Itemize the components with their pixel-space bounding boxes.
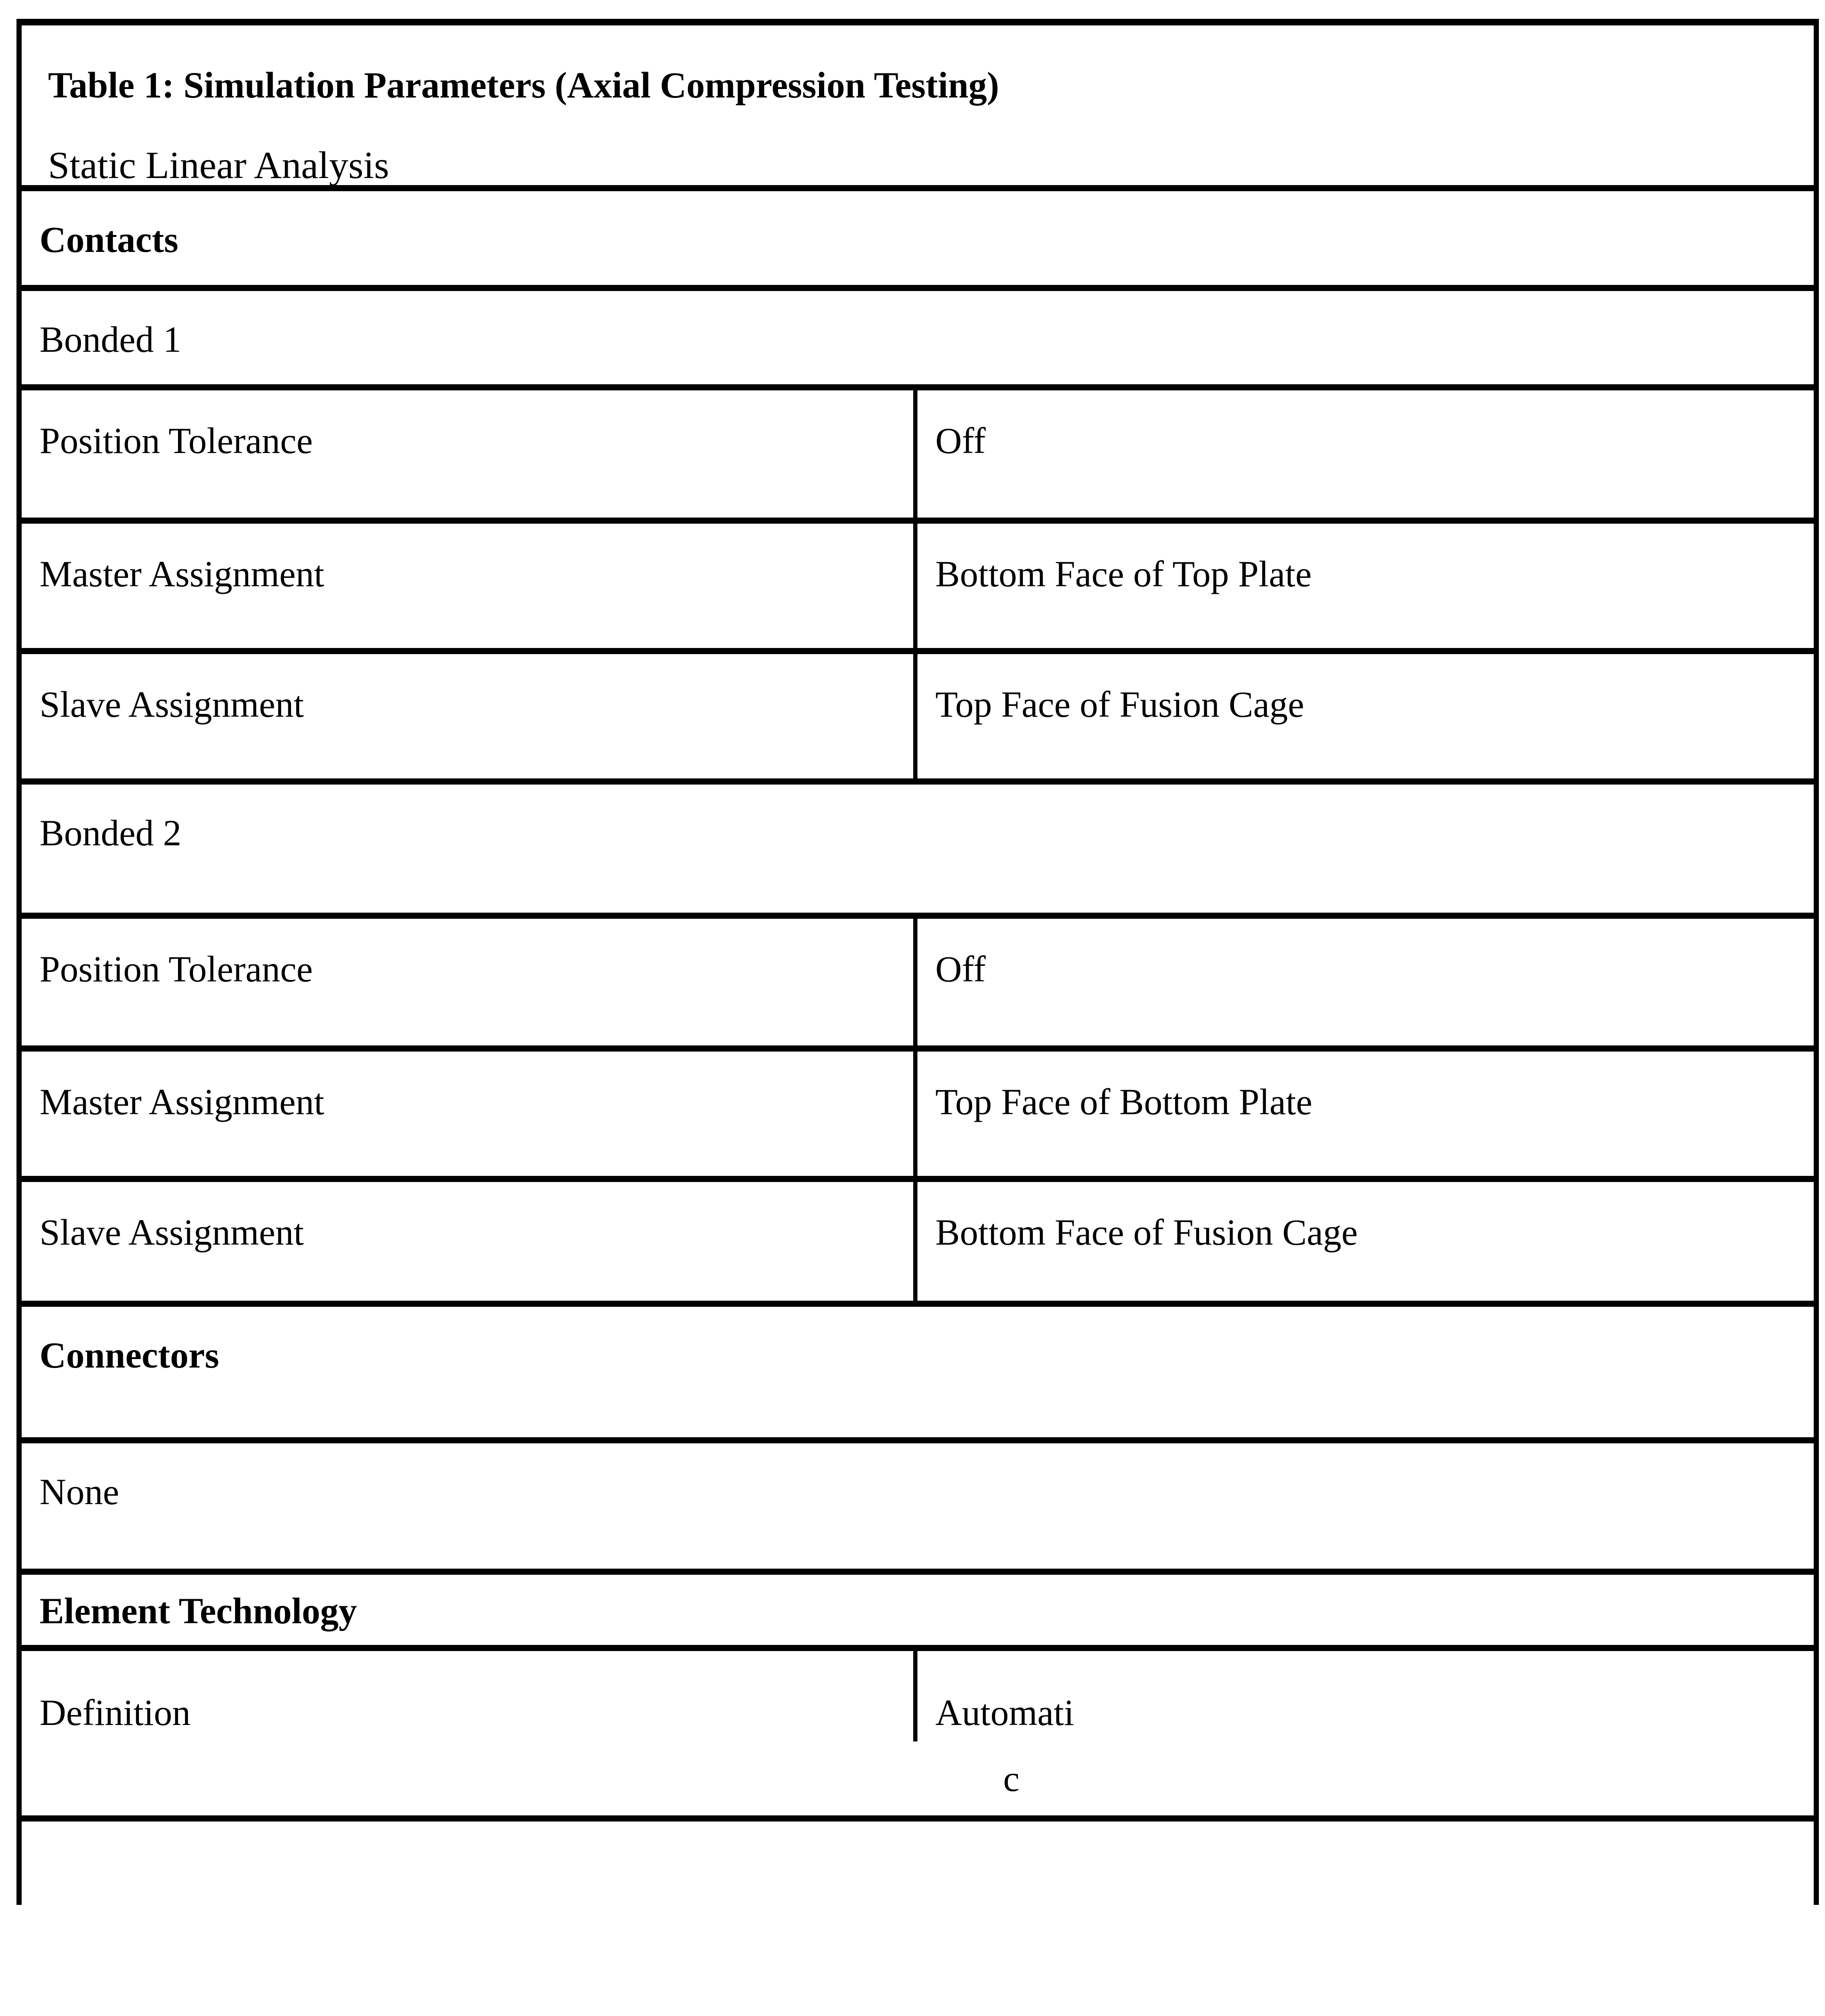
- group-row-bonded-1: [22, 291, 1814, 390]
- group-row-none: [22, 1443, 1814, 1575]
- param-row-position-tolerance-1: [22, 390, 1814, 524]
- param-row-master-assignment-2: [22, 1052, 1814, 1182]
- section-label: Connectors: [40, 1335, 219, 1376]
- param-key: Definition: [40, 1692, 191, 1733]
- table-title-block: [22, 25, 1814, 191]
- param-value: Top Face of Fusion Cage: [935, 684, 1305, 725]
- group-row-bonded-2: [22, 785, 1814, 919]
- param-key: Position Tolerance: [22, 919, 917, 1045]
- section-row-contacts: [22, 191, 1814, 291]
- param-row-slave-assignment-1: [22, 654, 1814, 785]
- simulation-parameters-table: [16, 19, 1819, 1905]
- param-key: Master Assignment: [22, 1052, 917, 1176]
- table-subtitle: Static Linear Analysis: [48, 143, 389, 186]
- section-row-element-technology: [22, 1575, 1814, 1651]
- section-row-connectors: [22, 1307, 1814, 1443]
- param-key: Slave Assignment: [22, 654, 917, 778]
- param-value: Off: [935, 948, 986, 989]
- param-row-position-tolerance-2: [22, 919, 1814, 1052]
- param-value: Off: [935, 420, 986, 461]
- section-label: Element Technology: [40, 1590, 357, 1631]
- param-key: Position Tolerance: [22, 390, 917, 518]
- group-label: Bonded 2: [40, 812, 182, 853]
- section-label: Contacts: [40, 219, 178, 260]
- param-value-line2: c: [1003, 1758, 1020, 1799]
- param-value: Top Face of Bottom Plate: [935, 1081, 1313, 1122]
- empty-partial-row: [22, 1822, 1814, 1905]
- group-label: None: [40, 1471, 119, 1512]
- param-row-definition: [22, 1651, 1814, 1822]
- param-value: [917, 1651, 1814, 1815]
- table-caption: Table 1: Simulation Parameters (Axial Compression Testing): [48, 65, 999, 105]
- param-row-slave-assignment-2: [22, 1182, 1814, 1307]
- param-value: Bottom Face of Top Plate: [935, 553, 1312, 594]
- param-row-master-assignment-1: [22, 524, 1814, 654]
- group-label: Bonded 1: [40, 319, 182, 360]
- param-value-line1: Automati: [935, 1692, 1074, 1733]
- param-key: Slave Assignment: [22, 1182, 917, 1301]
- param-value: Bottom Face of Fusion Cage: [935, 1212, 1358, 1253]
- param-key: Master Assignment: [22, 524, 917, 648]
- partial-column-divider: [913, 1651, 917, 1741]
